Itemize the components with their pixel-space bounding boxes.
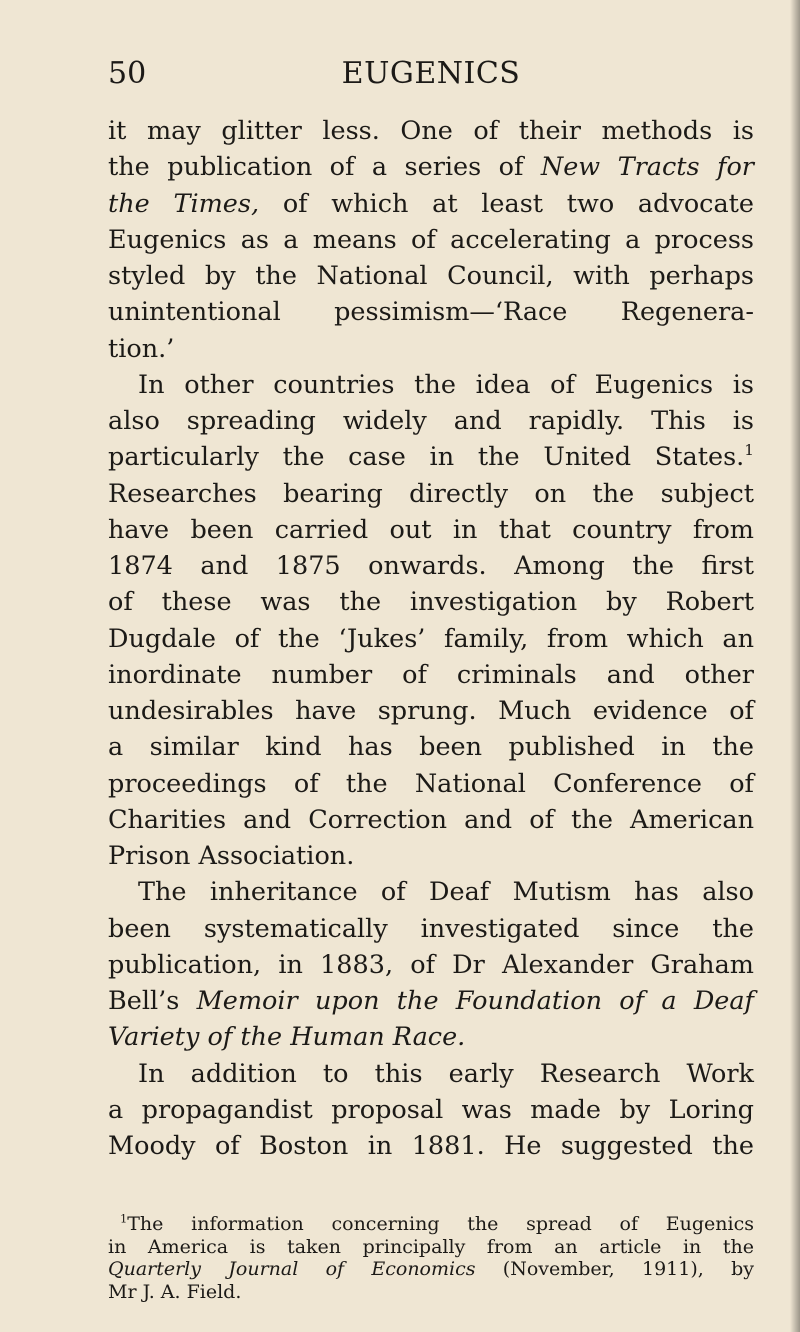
text-line: tion.’ (108, 333, 175, 364)
page-edge-shadow (790, 0, 800, 1332)
page-number: 50 (108, 56, 147, 91)
body-text (108, 113, 754, 1164)
footnote-line: $^1$The information concerning the spread of Eugenics (120, 1211, 754, 1235)
text-line: also spreading widely and rapidly. This is (108, 406, 754, 436)
footnote-reference: 1 (744, 441, 754, 460)
text-line: been systematically investigated since the (108, 913, 754, 944)
text-line: particularly the case in the United States.$^1$ (108, 441, 754, 473)
text-line (108, 1019, 754, 1055)
text-line: Prison Association. (108, 841, 355, 871)
paragraph-start-line: The inheritance of Deaf Mutism has also (138, 877, 754, 908)
text-line: Bell’s Memoir upon the Foundation of a Deaf (108, 986, 754, 1016)
italic-journal-title: Quarterly Journal of Economics (108, 1258, 476, 1280)
text-line: of these was the investigation by Robert (108, 587, 754, 618)
footnote-line: in America is taken principally from an article in the (108, 1235, 754, 1258)
running-head (108, 52, 754, 96)
text-line: it may glitter less. One of their methods is (108, 116, 754, 146)
text-line: proceedings of the National Conference of (108, 768, 754, 799)
footnote-line: Mr J. A. Field. (108, 1280, 242, 1303)
paragraph-start-line: In addition to this early Research Work (138, 1058, 754, 1089)
footnote-line: Quarterly Journal of Economics (November, 1911), by (108, 1258, 754, 1280)
text-line: the Times, of which at least two advocate (108, 188, 754, 219)
footnote-marker: 1 (120, 1211, 128, 1226)
italic-title: New Tracts for (540, 152, 754, 183)
text-line: have been carried out in that country from (108, 514, 754, 545)
running-head-title: EUGENICS (341, 56, 521, 91)
text-line: Charities and Correction and of the American (108, 804, 754, 835)
text-line: undesirables have sprung. Much evidence of (108, 696, 754, 726)
text-line: unintentional pessimism—‘Race Regenera- (108, 297, 754, 328)
text-line: a similar kind has been published in the (108, 732, 754, 763)
italic-title: Memoir upon the Foundation of a Deaf (196, 986, 754, 1016)
text-line: a propagandist proposal was made by Loring (108, 1094, 754, 1125)
text-line: Moody of Boston in 1881. He suggested the (108, 1131, 754, 1161)
text-line: Dugdale of the ‘Jukes’ family, from which an (108, 623, 754, 654)
text-line: Researches bearing directly on the subject (108, 478, 754, 509)
text-line: publication, in 1883, of Dr Alexander Graham (108, 949, 754, 980)
footnote (108, 1213, 754, 1303)
paragraph-start-line: In other countries the idea of Eugenics is (138, 369, 754, 400)
text-line: 1874 and 1875 onwards. Among the first (108, 551, 754, 581)
text-line: styled by the National Council, with perhaps (108, 261, 754, 291)
italic-title: Variety of the Human Race. (108, 1022, 466, 1053)
text-line: Eugenics as a means of accelerating a process (108, 224, 754, 255)
text-line: the publication of a series of New Tracts for (108, 152, 754, 183)
text-line: inordinate number of criminals and other (108, 659, 754, 690)
italic-title: the Times, (108, 188, 260, 219)
